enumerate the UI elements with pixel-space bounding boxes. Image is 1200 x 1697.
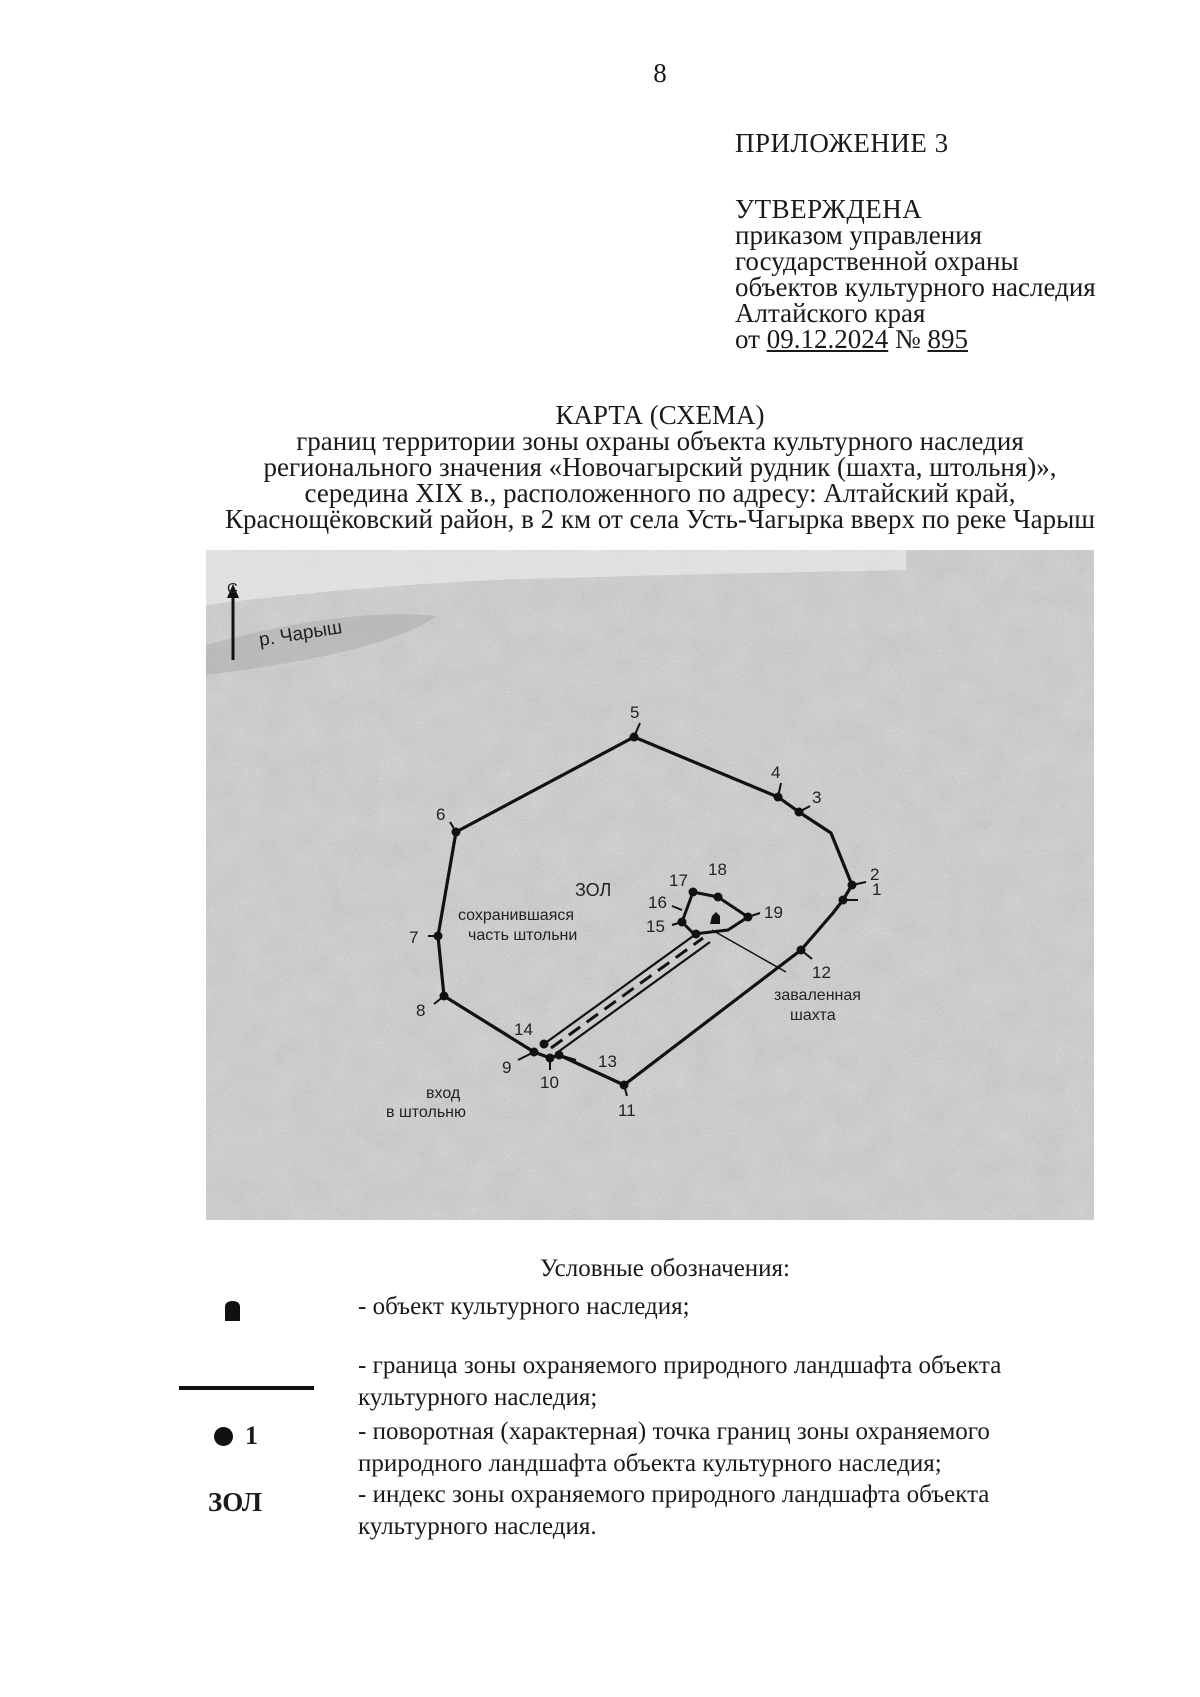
legend-boundary-line-2: культурного наследия; <box>358 1384 598 1411</box>
approval-date: 09.12.2024 <box>766 324 889 354</box>
point-14 <box>540 1040 549 1049</box>
approval-line-3: объектов культурного наследия <box>735 272 1096 302</box>
map-title <box>150 402 1170 532</box>
point-3 <box>795 808 804 817</box>
point-label-15: 15 <box>646 917 665 936</box>
point-6 <box>452 828 461 837</box>
page-number: 8 <box>653 58 667 88</box>
point-13 <box>555 1051 564 1060</box>
legend-item-object: - объект культурного наследия; <box>358 1293 690 1320</box>
legend-boundary-line-1: - граница зоны охраняемого природного ландшафта объекта <box>358 1352 1002 1379</box>
point-label-17: 17 <box>669 871 688 890</box>
point-16 <box>678 918 687 927</box>
approval-date-line <box>735 326 1096 352</box>
point-label-2: 2 <box>870 865 880 884</box>
point-label-19: 19 <box>764 903 783 922</box>
legend-item-turning-point <box>358 1416 1138 1480</box>
heritage-object-icon <box>224 1301 241 1321</box>
number-sign: № <box>894 324 921 354</box>
boundary-line-symbol <box>179 1386 314 1390</box>
point-label-5: 5 <box>630 703 640 722</box>
point-label-12: 12 <box>812 963 831 982</box>
map-title-line-1: границ территории зоны охраны объекта культурного наследия <box>296 426 1024 456</box>
turning-point-symbol-number: 1 <box>245 1421 258 1450</box>
appendix-label: ПРИЛОЖЕНИЕ 3 <box>735 128 949 158</box>
point-label-8: 8 <box>416 1001 426 1020</box>
entrance-label-line-2: в штольню <box>386 1104 466 1121</box>
legend-item-zone-index <box>358 1479 1138 1543</box>
approval-heading: УТВЕРЖДЕНА <box>735 194 923 224</box>
point-7 <box>434 932 443 941</box>
point-label-18: 18 <box>708 860 727 879</box>
point-15 <box>692 930 701 939</box>
point-label-11: 11 <box>618 1101 636 1120</box>
map-title-heading: КАРТА (СХЕМА) <box>555 400 765 430</box>
approval-block <box>735 196 1096 352</box>
point-10 <box>546 1054 555 1063</box>
point-17 <box>689 888 698 897</box>
map-title-line-2: регионального значения «Новочагырский рудник (шахта, штольня)», <box>263 452 1057 482</box>
point-5 <box>630 733 639 742</box>
shaft-label-line-1: заваленная <box>774 987 861 1004</box>
point-label-10: 10 <box>540 1073 559 1092</box>
legend-zone-line-1: - индекс зоны охраняемого природного ландшафта объекта <box>358 1481 990 1508</box>
approval-number: 895 <box>927 324 968 354</box>
legend-point-line-2: природного ландшафта объекта культурного наследия; <box>358 1450 942 1477</box>
point-8 <box>440 992 449 1001</box>
legend-point-line-1: - поворотная (характерная) точка границ зоны охраняемого <box>358 1418 990 1445</box>
point-9 <box>530 1048 539 1057</box>
approval-line-4: Алтайского края <box>735 298 926 328</box>
point-dot-icon <box>214 1427 233 1446</box>
point-label-7: 7 <box>409 928 419 947</box>
point-label-9: 9 <box>502 1058 512 1077</box>
point-label-14: 14 <box>514 1020 533 1039</box>
zone-index-symbol: ЗОЛ <box>208 1487 263 1517</box>
map-title-line-4: Краснощёковский район, в 2 км от села Усть-Чагырка вверх по реке Чарыш <box>224 504 1096 534</box>
point-label-1: 1 <box>872 880 882 899</box>
approval-line-2: государственной охраны <box>735 246 1019 276</box>
map-title-line-3: середина XIX в., расположенного по адресу: Алтайский край, <box>304 478 1016 508</box>
date-prefix: от <box>735 324 760 354</box>
point-4 <box>774 793 783 802</box>
zone-index-label: ЗОЛ <box>575 880 612 900</box>
point-label-16: 16 <box>648 893 667 912</box>
zone-map <box>206 550 1094 1220</box>
point-label-4: 4 <box>771 763 781 782</box>
entrance-label-line-1: вход <box>426 1085 461 1102</box>
legend-zone-line-2: культурного наследия. <box>358 1513 597 1540</box>
adit-label-line-2: часть штольни <box>468 927 578 944</box>
point-label-3: 3 <box>812 788 822 807</box>
adit-label-line-1: сохранившаяся <box>458 907 575 924</box>
legend-heading: Условные обозначения: <box>539 1255 791 1282</box>
river-label: р. Чарыш <box>257 617 344 651</box>
approval-line-1: приказом управления <box>735 220 983 250</box>
north-label: С <box>227 580 238 597</box>
point-1 <box>839 896 848 905</box>
turning-point-symbol <box>214 1421 258 1451</box>
point-12 <box>797 946 806 955</box>
point-label-6: 6 <box>436 805 446 824</box>
point-19 <box>744 913 753 922</box>
shaft-label-line-2: шахта <box>790 1007 836 1024</box>
point-label-13: 13 <box>598 1052 617 1071</box>
point-18 <box>714 893 723 902</box>
point-11 <box>620 1081 629 1090</box>
legend-item-boundary <box>358 1350 1138 1414</box>
point-2 <box>848 881 857 890</box>
